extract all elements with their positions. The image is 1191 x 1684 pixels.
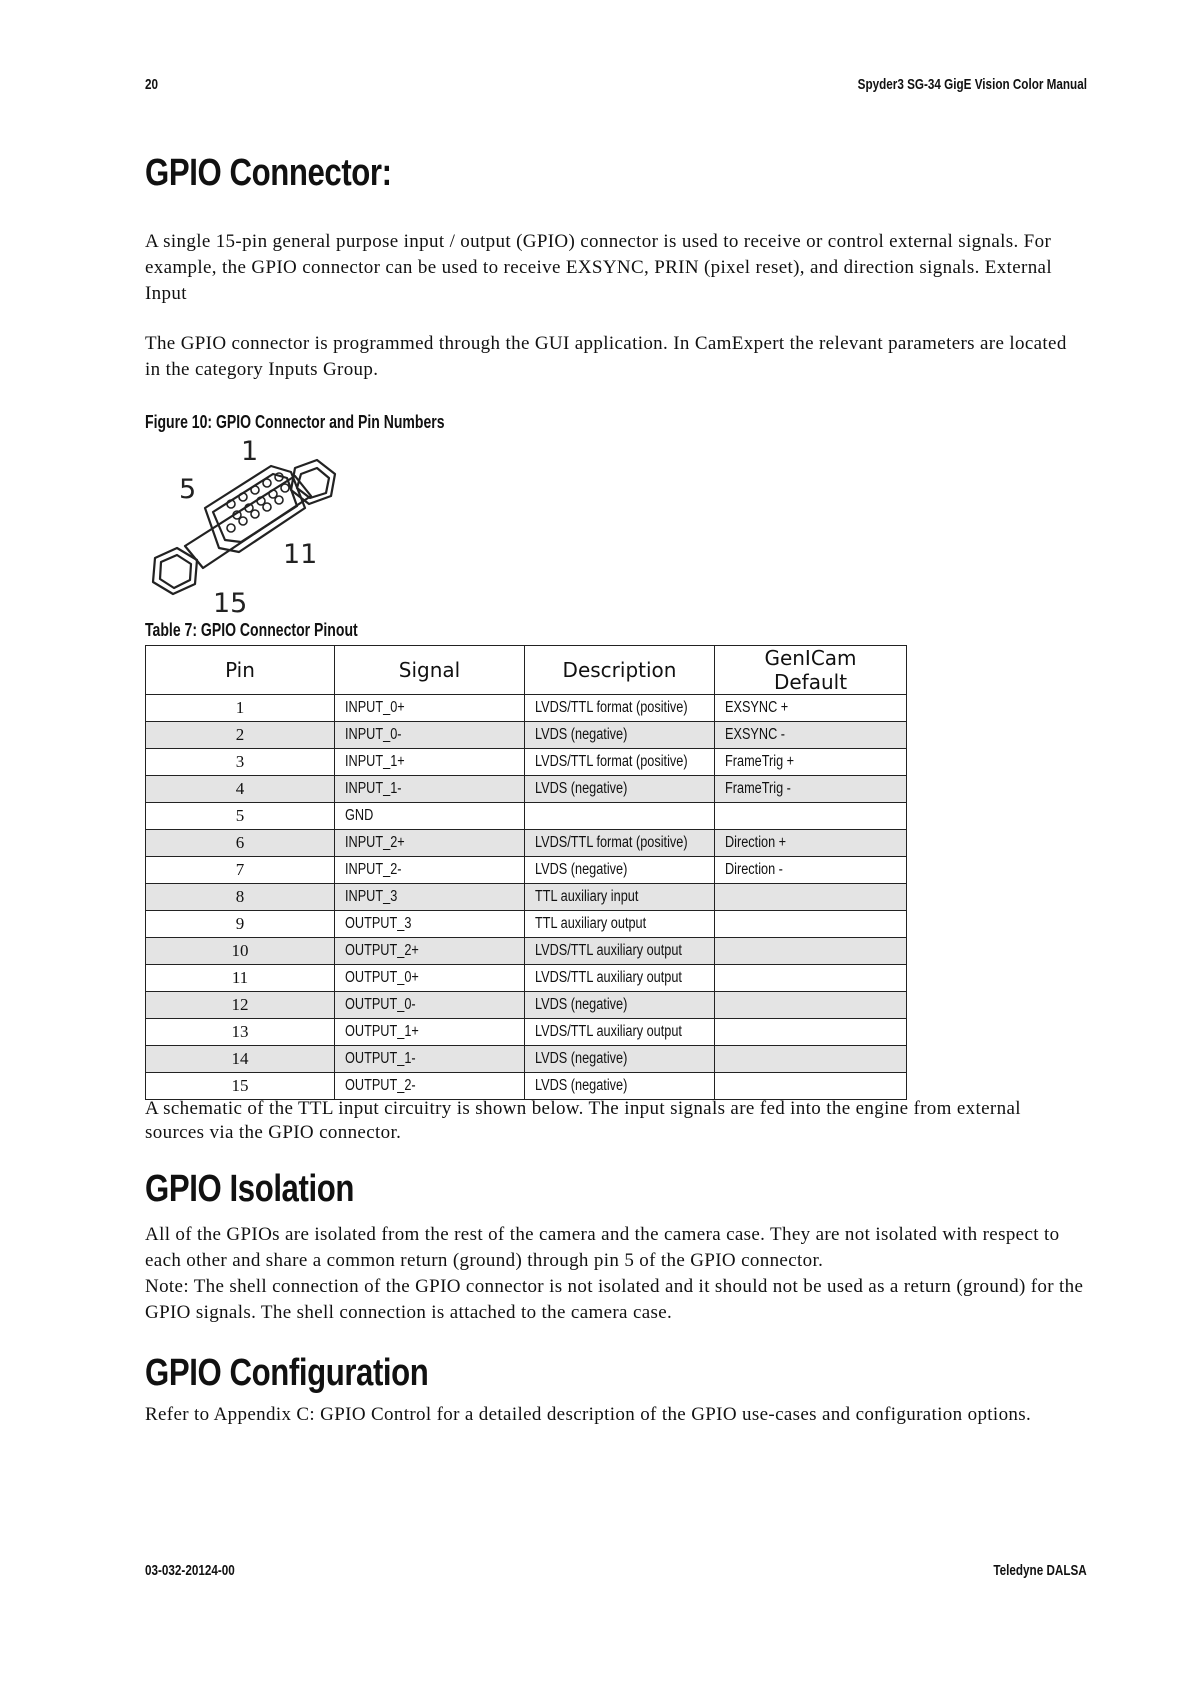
cell-signal	[335, 1046, 525, 1073]
cell-description	[525, 830, 715, 857]
gpio-connector-heading: GPIO Connector:	[145, 152, 392, 194]
table-row	[146, 803, 907, 830]
cell-description-text: LVDS (negative)	[535, 780, 628, 797]
cell-signal	[335, 803, 525, 830]
cell-description-text: LVDS (negative)	[535, 1050, 628, 1067]
cell-signal	[335, 992, 525, 1019]
table-row	[146, 1073, 907, 1100]
manual-title: Spyder3 SG-34 GigE Vision Color Manual	[857, 76, 1087, 93]
cell-signal-text: INPUT_0-	[345, 726, 402, 743]
pin-label-11: 11	[283, 539, 318, 570]
cell-pin: 2	[146, 722, 335, 749]
table-row	[146, 884, 907, 911]
cell-signal-text: OUTPUT_0-	[345, 996, 416, 1013]
cell-signal	[335, 695, 525, 722]
cell-pin: 11	[146, 965, 335, 992]
cell-genicam-default	[715, 776, 907, 803]
cell-description-text: LVDS (negative)	[535, 726, 628, 743]
cell-genicam-default	[715, 830, 907, 857]
table-row	[146, 1019, 907, 1046]
cell-signal	[335, 1073, 525, 1100]
cell-signal-text: GND	[345, 807, 374, 824]
figure-caption: Figure 10: GPIO Connector and Pin Numbers	[145, 412, 445, 432]
table-row	[146, 722, 907, 749]
cell-description-text: LVDS (negative)	[535, 996, 628, 1013]
cell-description	[525, 803, 715, 830]
gpio-pinout-table	[145, 645, 907, 1100]
isolation-paragraph: All of the GPIOs are isolated from the rest of the camera and the camera case. They are not isolated with respect to each other and share a common return (ground) through pin 5 of the GPIO connector.	[145, 1224, 1060, 1271]
cell-genicam-default	[715, 884, 907, 911]
cell-description	[525, 1073, 715, 1100]
cell-genicam-default	[715, 1073, 907, 1100]
cell-signal	[335, 1019, 525, 1046]
pin-label-5: 5	[179, 474, 197, 505]
cell-signal-text: OUTPUT_0+	[345, 969, 419, 986]
cell-description-text: LVDS/TTL format (positive)	[535, 699, 688, 716]
cell-pin: 7	[146, 857, 335, 884]
cell-signal	[335, 749, 525, 776]
cell-genicam-default	[715, 965, 907, 992]
cell-genicam-default	[715, 938, 907, 965]
cell-genicam-default	[715, 749, 907, 776]
cell-signal-text: OUTPUT_3	[345, 915, 412, 932]
cell-description-text: LVDS/TTL auxiliary output	[535, 1023, 682, 1040]
cell-signal-text: INPUT_2+	[345, 834, 405, 851]
cell-description-text: LVDS/TTL format (positive)	[535, 834, 688, 851]
gpio-configuration-heading: GPIO Configuration	[145, 1352, 429, 1394]
cell-pin: 14	[146, 1046, 335, 1073]
cell-signal	[335, 965, 525, 992]
cell-genicam-default	[715, 1046, 907, 1073]
header-pin: Pin	[146, 646, 335, 695]
cell-description	[525, 992, 715, 1019]
cell-description	[525, 1019, 715, 1046]
cell-genicam-default-text: EXSYNC -	[725, 726, 786, 743]
company-name: Teledyne DALSA	[993, 1562, 1087, 1579]
document-number: 03-032-20124-00	[145, 1562, 235, 1579]
pin-label-15: 15	[213, 588, 248, 618]
cell-description	[525, 965, 715, 992]
table-row	[146, 695, 907, 722]
cell-description-text: LVDS/TTL auxiliary output	[535, 969, 682, 986]
cell-pin: 9	[146, 911, 335, 938]
cell-signal-text: OUTPUT_1+	[345, 1023, 419, 1040]
cell-pin: 3	[146, 749, 335, 776]
cell-signal-text: INPUT_2-	[345, 861, 402, 878]
cell-description-text: LVDS (negative)	[535, 861, 628, 878]
cell-signal-text: INPUT_3	[345, 888, 398, 905]
cell-signal-text: OUTPUT_2+	[345, 942, 419, 959]
cell-genicam-default	[715, 803, 907, 830]
page-number: 20	[145, 76, 159, 93]
schematic-paragraph: A schematic of the TTL input circuitry is shown below. The input signals are fed into the engine from external sources via the GPIO connector.	[145, 1098, 1021, 1143]
cell-pin: 5	[146, 803, 335, 830]
cell-genicam-default	[715, 911, 907, 938]
table-row	[146, 938, 907, 965]
cell-pin: 4	[146, 776, 335, 803]
cell-description	[525, 722, 715, 749]
cell-description	[525, 776, 715, 803]
table-row	[146, 992, 907, 1019]
cell-signal	[335, 830, 525, 857]
table-caption: Table 7: GPIO Connector Pinout	[145, 620, 358, 640]
cell-pin: 8	[146, 884, 335, 911]
header-signal: Signal	[335, 646, 525, 695]
cell-description	[525, 911, 715, 938]
cell-description-text: LVDS (negative)	[535, 1077, 628, 1094]
cell-description-text: TTL auxiliary input	[535, 888, 639, 905]
cell-pin: 1	[146, 695, 335, 722]
cell-signal-text: OUTPUT_1-	[345, 1050, 416, 1067]
cell-signal-text: INPUT_0+	[345, 699, 405, 716]
cell-pin: 15	[146, 1073, 335, 1100]
cell-genicam-default	[715, 722, 907, 749]
table-row	[146, 1046, 907, 1073]
cell-genicam-default	[715, 992, 907, 1019]
cell-description	[525, 857, 715, 884]
table-row	[146, 911, 907, 938]
cell-genicam-default-text: FrameTrig -	[725, 780, 791, 797]
cell-genicam-default-text: FrameTrig +	[725, 753, 795, 770]
table-row	[146, 776, 907, 803]
cell-genicam-default-text: Direction +	[725, 834, 787, 851]
cell-pin: 13	[146, 1019, 335, 1046]
cell-description-text: LVDS/TTL auxiliary output	[535, 942, 682, 959]
cell-description-text: TTL auxiliary output	[535, 915, 647, 932]
table-header-row	[146, 646, 907, 695]
table-row	[146, 830, 907, 857]
programming-paragraph: The GPIO connector is programmed through the GUI application. In CamExpert the relevant parameters are located in the category Inputs Group.	[145, 333, 1067, 380]
cell-signal	[335, 722, 525, 749]
cell-signal-text: INPUT_1-	[345, 780, 402, 797]
cell-description	[525, 695, 715, 722]
gpio-connector-diagram	[145, 438, 355, 618]
cell-signal	[335, 911, 525, 938]
header-genicam-default: GenICam Default	[715, 646, 907, 695]
cell-description	[525, 749, 715, 776]
table-row	[146, 749, 907, 776]
cell-genicam-default-text: Direction -	[725, 861, 783, 878]
cell-genicam-default-text: EXSYNC +	[725, 699, 789, 716]
table-row	[146, 965, 907, 992]
cell-genicam-default	[715, 1019, 907, 1046]
table-body	[146, 695, 907, 1100]
cell-genicam-default	[715, 695, 907, 722]
cell-signal	[335, 857, 525, 884]
cell-description	[525, 938, 715, 965]
pin-label-1: 1	[241, 438, 259, 467]
header-description: Description	[525, 646, 715, 695]
cell-pin: 6	[146, 830, 335, 857]
cell-description	[525, 884, 715, 911]
cell-description	[525, 1046, 715, 1073]
cell-description-text: LVDS/TTL format (positive)	[535, 753, 688, 770]
cell-signal	[335, 884, 525, 911]
configuration-paragraph: Refer to Appendix C: GPIO Control for a detailed description of the GPIO use-cases and configuration options.	[145, 1404, 1032, 1425]
cell-signal-text: INPUT_1+	[345, 753, 405, 770]
cell-signal	[335, 776, 525, 803]
cell-signal	[335, 938, 525, 965]
cell-pin: 10	[146, 938, 335, 965]
table-row	[146, 857, 907, 884]
cell-signal-text: OUTPUT_2-	[345, 1077, 416, 1094]
cell-genicam-default	[715, 857, 907, 884]
cell-pin: 12	[146, 992, 335, 1019]
intro-paragraph: A single 15-pin general purpose input / output (GPIO) connector is used to receive or control external signals. For example, the GPIO connector can be used to receive EXSYNC, PRIN (pixel reset), and direction signals. External Input	[145, 231, 1052, 304]
isolation-note: Note: The shell connection of the GPIO connector is not isolated and it should not be used as a return (ground) for the GPIO signals. The shell connection is attached to the camera case.	[145, 1276, 1084, 1323]
gpio-isolation-heading: GPIO Isolation	[145, 1168, 354, 1210]
